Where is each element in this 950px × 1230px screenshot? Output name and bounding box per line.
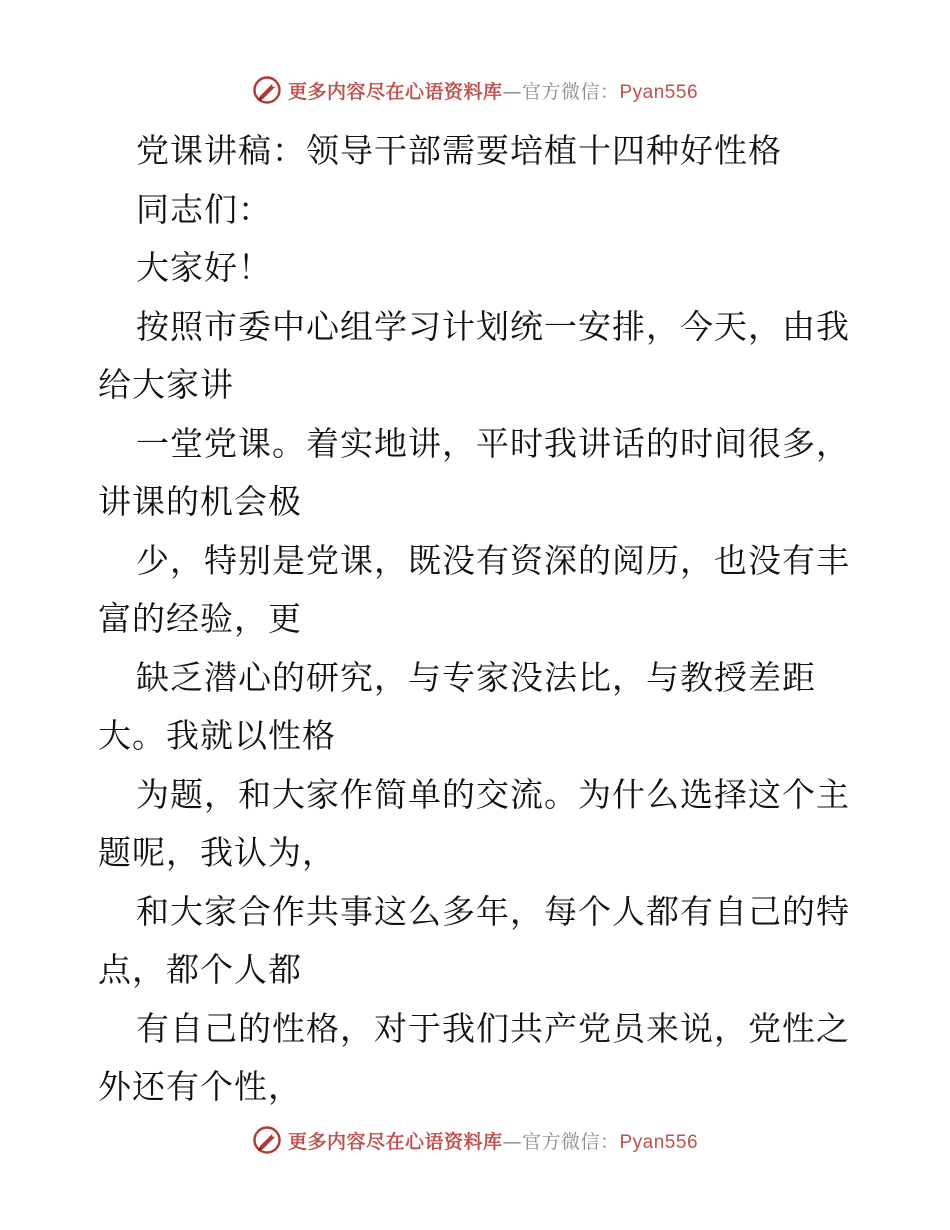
text-line: 按照市委中心组学习计划统一安排，今天，由我	[136, 306, 850, 346]
text-line: 富的经验，更	[98, 599, 302, 638]
text-line: 给大家讲	[98, 365, 234, 404]
watermark-text: 更多内容尽在心语资料库—官方微信：Pyan556	[287, 80, 699, 103]
pen-logo-icon	[252, 1125, 282, 1155]
text-line: 外还有个性，	[98, 1067, 302, 1106]
text-line: 一堂党课。着实地讲，平时我讲话的时间很多，	[136, 423, 850, 463]
text-line: 同志们：	[136, 189, 272, 229]
text-line: 点，都个人都	[98, 950, 302, 989]
document-title: 党课讲稿：领导干部需要培植十四种好性格	[136, 131, 782, 170]
text-line: 有自己的性格，对于我们共产党员来说，党性之	[136, 1008, 850, 1048]
text-line: 和大家合作共事这么多年，每个人都有自己的特	[136, 891, 850, 931]
text-line: 题呢，我认为，	[98, 833, 336, 872]
watermark-text: 更多内容尽在心语资料库—官方微信：Pyan556	[287, 1130, 699, 1153]
text-line: 大。我就以性格	[98, 716, 336, 755]
text-line: 为题，和大家作简单的交流。为什么选择这个主	[136, 774, 850, 814]
document-body	[98, 122, 858, 1117]
text-line: 缺乏潜心的研究，与专家没法比，与教授差距	[136, 657, 816, 697]
text-line: 讲课的机会极	[98, 482, 302, 521]
pen-logo-icon	[252, 75, 282, 105]
text-line: 大家好！	[136, 248, 272, 287]
header-watermark-banner	[0, 70, 950, 110]
text-line: 少，特别是党课，既没有资深的阅历，也没有丰	[136, 540, 850, 580]
footer-watermark-banner	[0, 1120, 950, 1160]
